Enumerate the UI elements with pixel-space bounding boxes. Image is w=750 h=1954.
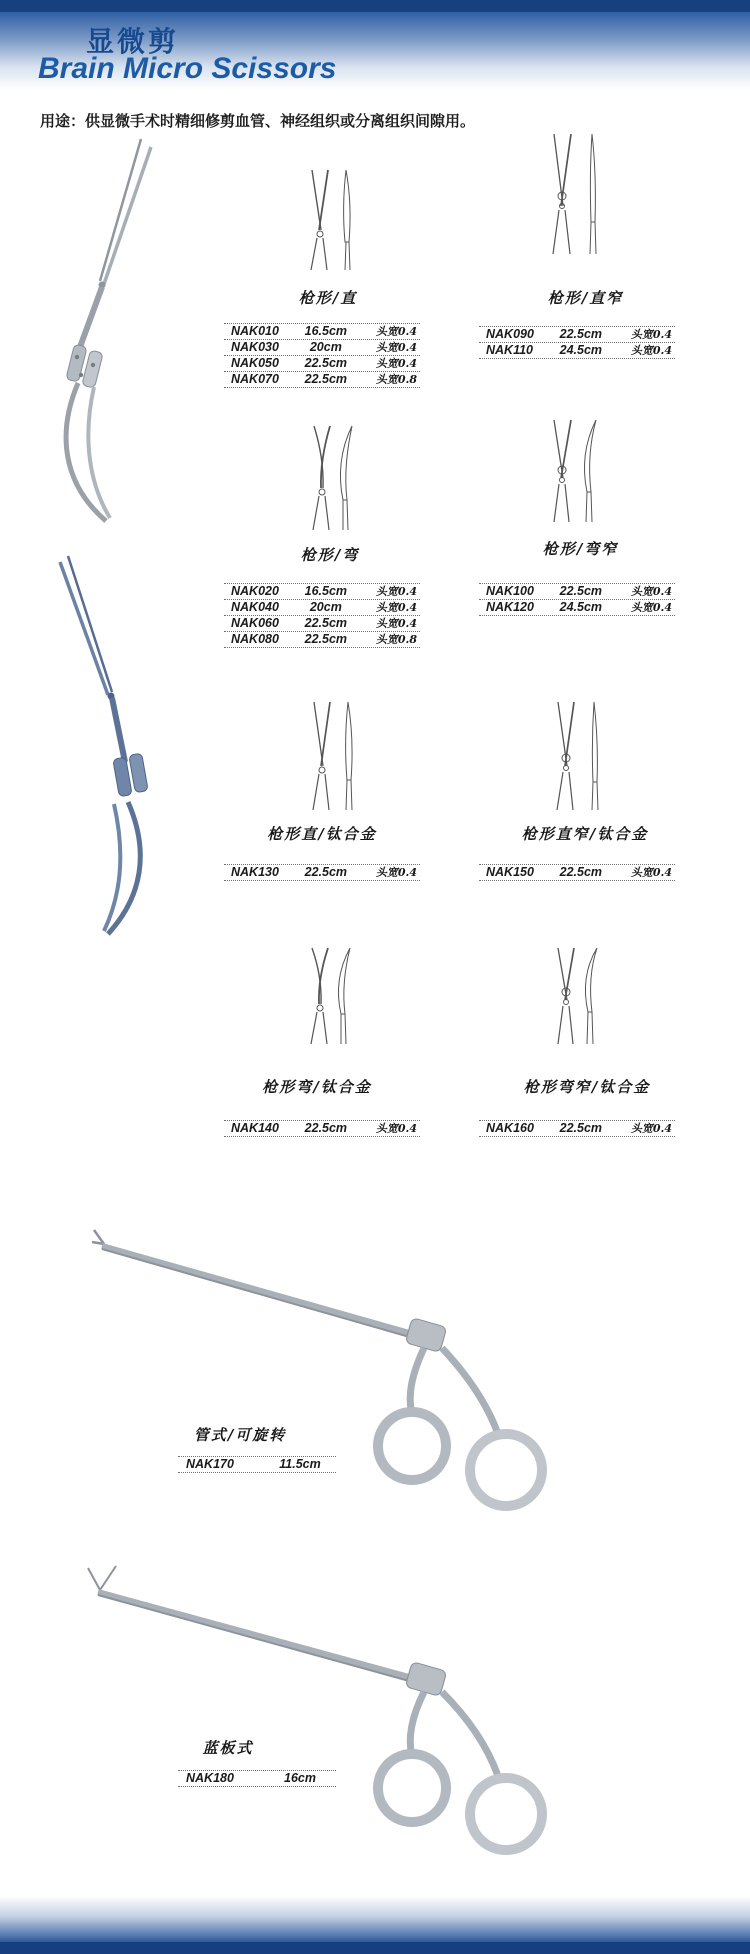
table-row xyxy=(224,340,420,356)
tube-scissors-drawing xyxy=(90,1218,570,1538)
length-value: 24.5cm xyxy=(559,343,603,357)
header-navy-strip xyxy=(0,0,750,12)
model-number: NAK020 xyxy=(231,584,279,598)
model-number: NAK090 xyxy=(486,327,534,341)
model-number: NAK160 xyxy=(486,1121,534,1135)
length-value: 16cm xyxy=(284,1771,316,1785)
table-row xyxy=(224,1121,420,1137)
length-value: 22.5cm xyxy=(304,865,348,879)
usage-description: 用途：供显微手术时精细修剪血管、神经组织或分离组织间隙用。 xyxy=(40,113,476,130)
length-value: 20cm xyxy=(309,340,342,354)
product-photo-steel-micro-scissors xyxy=(20,135,170,530)
product-label-plate-type: 蓝板式 xyxy=(202,1739,254,1757)
head-width-value: 头宽0.4 xyxy=(630,344,672,357)
model-number: NAK100 xyxy=(486,584,534,598)
head-width-value: 头宽0.4 xyxy=(375,601,417,614)
section-label-curved: 枪形/弯 xyxy=(300,546,360,564)
page-title-chinese: 显微剪 xyxy=(86,26,180,57)
length-value: 22.5cm xyxy=(304,372,348,386)
head-width-value: 头宽0.4 xyxy=(375,341,417,354)
model-number: NAK050 xyxy=(231,356,279,370)
table-row xyxy=(224,865,420,881)
steel-scissors-drawing xyxy=(20,135,170,530)
length-value: 22.5cm xyxy=(304,632,348,646)
table-row xyxy=(224,600,420,616)
head-width-value: 头宽0.4 xyxy=(375,866,417,879)
tip-illustration-straight-narrow-titanium xyxy=(545,700,605,812)
length-value: 22.5cm xyxy=(304,1121,348,1135)
spec-table-plate-type xyxy=(178,1770,336,1787)
tip-illustration-straight-titanium xyxy=(302,700,358,812)
model-number: NAK150 xyxy=(486,865,534,879)
table-row xyxy=(224,616,420,632)
head-width-value: 头宽0.4 xyxy=(375,357,417,370)
length-value: 22.5cm xyxy=(304,356,348,370)
table-row xyxy=(224,372,420,388)
table-row xyxy=(178,1771,336,1787)
head-width-value: 头宽0.4 xyxy=(630,866,672,879)
length-value: 20cm xyxy=(309,600,342,614)
model-number: NAK070 xyxy=(231,372,279,386)
head-width-value: 头宽0.4 xyxy=(630,328,672,341)
model-number: NAK180 xyxy=(186,1771,234,1785)
length-value: 22.5cm xyxy=(559,1121,603,1135)
footer-navy-strip xyxy=(0,1942,750,1954)
section-label-curved-titanium: 枪形弯/钛合金 xyxy=(262,1078,372,1096)
section-label-straight: 枪形/直 xyxy=(298,289,358,307)
model-number: NAK110 xyxy=(486,343,534,357)
table-row xyxy=(224,584,420,600)
head-width-value: 头宽0.4 xyxy=(375,585,417,598)
head-width-value: 头宽0.4 xyxy=(375,617,417,630)
product-photo-tube-rotatable-scissors xyxy=(90,1218,570,1538)
section-label-straight-titanium: 枪形直/钛合金 xyxy=(267,825,377,843)
head-width-value: 头宽0.4 xyxy=(630,601,672,614)
tip-illustration-curved-titanium xyxy=(300,946,358,1046)
tip-illustration-curved-narrow-titanium xyxy=(545,946,605,1046)
tip-illustration-curved-narrow xyxy=(540,418,604,524)
section-label-straight-narrow: 枪形/直窄 xyxy=(547,289,624,307)
table-row xyxy=(224,632,420,648)
table-row xyxy=(224,356,420,372)
spec-table-straight-narrow-titanium xyxy=(479,864,675,881)
table-row xyxy=(479,865,675,881)
titanium-scissors-drawing xyxy=(30,552,180,942)
tip-illustration-curved xyxy=(302,424,360,532)
spec-table-straight-narrow xyxy=(479,326,675,359)
section-label-straight-narrow-titanium: 枪形直窄/钛合金 xyxy=(521,825,649,843)
table-row xyxy=(479,327,675,343)
table-row xyxy=(224,324,420,340)
product-photo-titanium-micro-scissors xyxy=(30,552,180,942)
head-width-value: 头宽0.4 xyxy=(375,325,417,338)
model-number: NAK120 xyxy=(486,600,534,614)
head-width-value: 头宽0.4 xyxy=(630,585,672,598)
length-value: 22.5cm xyxy=(559,865,603,879)
section-label-curved-narrow-titanium: 枪形弯窄/钛合金 xyxy=(523,1078,651,1096)
model-number: NAK030 xyxy=(231,340,279,354)
spec-table-curved-narrow-titanium xyxy=(479,1120,675,1137)
length-value: 11.5cm xyxy=(279,1457,321,1471)
model-number: NAK080 xyxy=(231,632,279,646)
table-row xyxy=(479,343,675,359)
table-row xyxy=(479,600,675,616)
page-title-english: Brain Micro Scissors xyxy=(38,52,337,85)
length-value: 22.5cm xyxy=(559,584,603,598)
length-value: 22.5cm xyxy=(559,327,603,341)
head-width-value: 头宽0.8 xyxy=(375,633,417,646)
footer-gradient xyxy=(0,1896,750,1942)
spec-table-curved xyxy=(224,583,420,648)
length-value: 24.5cm xyxy=(559,600,603,614)
table-row xyxy=(178,1457,336,1473)
spec-table-tube-rotatable xyxy=(178,1456,336,1473)
section-label-curved-narrow: 枪形/弯窄 xyxy=(542,540,619,558)
product-label-tube-rotatable: 管式/可旋转 xyxy=(193,1426,287,1444)
head-width-value: 头宽0.4 xyxy=(375,1122,417,1135)
spec-table-straight-titanium xyxy=(224,864,420,881)
spec-table-curved-narrow xyxy=(479,583,675,616)
model-number: NAK010 xyxy=(231,324,279,338)
head-width-value: 头宽0.4 xyxy=(630,1122,672,1135)
model-number: NAK130 xyxy=(231,865,279,879)
tip-illustration-straight-narrow xyxy=(540,132,604,256)
length-value: 16.5cm xyxy=(304,584,348,598)
model-number: NAK040 xyxy=(231,600,279,614)
model-number: NAK170 xyxy=(186,1457,234,1471)
table-row xyxy=(479,1121,675,1137)
model-number: NAK060 xyxy=(231,616,279,630)
table-row xyxy=(479,584,675,600)
length-value: 22.5cm xyxy=(304,616,348,630)
spec-table-straight xyxy=(224,323,420,388)
product-photo-plate-type-scissors xyxy=(82,1548,572,1868)
tip-illustration-straight xyxy=(300,168,356,272)
plate-scissors-drawing xyxy=(82,1548,572,1868)
spec-table-curved-titanium xyxy=(224,1120,420,1137)
head-width-value: 头宽0.8 xyxy=(375,373,417,386)
model-number: NAK140 xyxy=(231,1121,279,1135)
length-value: 16.5cm xyxy=(304,324,348,338)
